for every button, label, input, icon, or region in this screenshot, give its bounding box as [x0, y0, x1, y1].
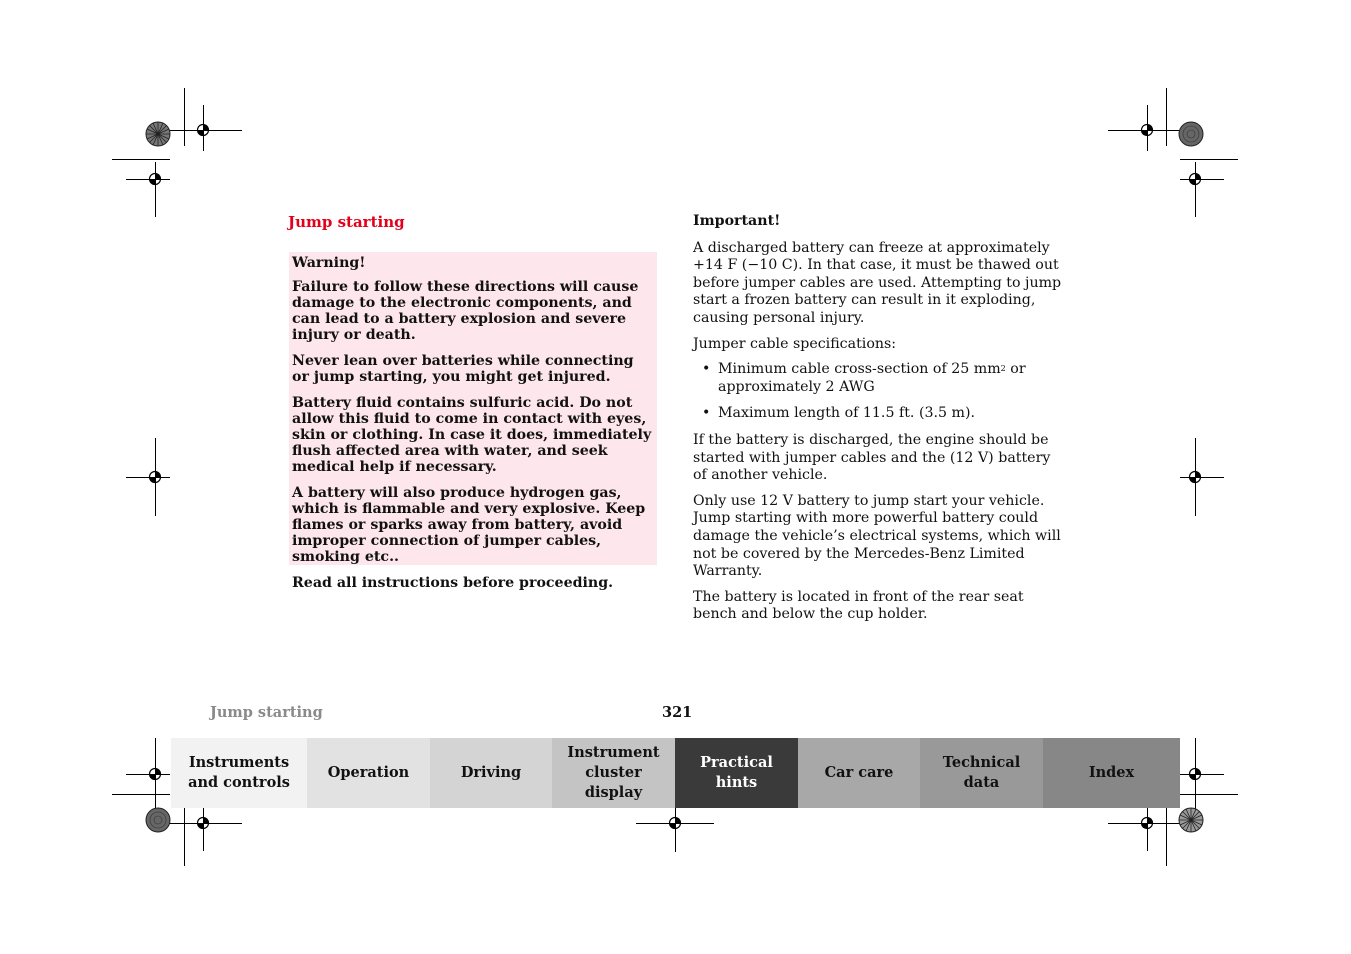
important-section [693, 213, 1063, 632]
list-item-text: or approximately 2 AWG [718, 361, 1026, 395]
nav-tab-instruments-and-controls[interactable]: Instruments and controls [171, 738, 307, 808]
superscript: 2 [1000, 364, 1006, 374]
nav-tab-practical-hints[interactable]: Practical hints [675, 738, 798, 808]
warning-box [289, 252, 657, 591]
crosshair-icon [1188, 172, 1202, 186]
body-paragraph: A discharged battery can freeze at approximately +14 F (−10 C). In that case, it must be thawed out before jumper cables are used. Attempting to jump start a frozen battery can result in it exploding, causing personal injury. [693, 239, 1062, 326]
warning-paragraph: Failure to follow these directions will cause damage to the electronic components, and can lead to a battery explosion and severe injury or death. [292, 279, 639, 343]
nav-tab-index[interactable]: Index [1043, 738, 1180, 808]
section-title: Jump starting [288, 213, 405, 231]
warning-paragraph: Read all instructions before proceeding. [292, 575, 614, 591]
crosshair-icon [668, 816, 682, 830]
body-paragraph: Only use 12 V battery to jump start your vehicle. Jump starting with more powerful battery could damage the vehicle’s electrical systems, which will not be covered by the Mercedes-Benz Limited Warranty. [693, 492, 1061, 580]
chapter-nav [171, 738, 1180, 808]
warning-paragraph: Never lean over batteries while connecting or jump starting, you might get injured. [292, 353, 634, 385]
rosette-icon [1178, 807, 1204, 833]
warning-paragraph: A battery will also produce hydrogen gas, which is flammable and very explosive. Keep flames or sparks away from battery, avoid improper connection of jumper cables, smoking etc.. [292, 485, 646, 565]
rosette-icon [145, 121, 171, 147]
page-number: 321 [662, 704, 693, 721]
warning-paragraph: Battery fluid contains sulfuric acid. Do not allow this fluid to come in contact with eyes, skin or clothing. In case it does, immediately flush affected area with water, and seek medical help if necessary. [292, 395, 652, 475]
body-paragraph: Jumper cable specifications: [693, 335, 897, 352]
rosette-icon [1178, 121, 1204, 147]
body-paragraph: If the battery is discharged, the engine should be started with jumper cables and the (12 V) battery of another vehicle. [693, 431, 1051, 484]
body-paragraph: The battery is located in front of the rear seat bench and below the cup holder. [693, 588, 1024, 623]
crosshair-icon [1188, 470, 1202, 484]
warning-heading: Warning! [292, 255, 366, 271]
crosshair-icon [196, 123, 210, 137]
footer-section-title: Jump starting [210, 704, 323, 721]
crosshair-icon [1140, 123, 1154, 137]
nav-tab-instrument-cluster-display[interactable]: Instrument cluster display [552, 738, 675, 808]
crosshair-icon [148, 767, 162, 781]
bullet: • [702, 361, 711, 378]
crosshair-icon [196, 816, 210, 830]
crosshair-icon [1140, 816, 1154, 830]
list-item [693, 361, 1063, 396]
rosette-icon [145, 807, 171, 833]
cable-spec-list [693, 361, 1063, 423]
nav-tab-car-care[interactable]: Car care [798, 738, 920, 808]
important-heading: Important! [693, 213, 781, 229]
nav-tab-operation[interactable]: Operation [307, 738, 430, 808]
list-item [693, 405, 1063, 423]
nav-tab-technical-data[interactable]: Technical data [920, 738, 1043, 808]
crosshair-icon [148, 172, 162, 186]
crosshair-icon [1188, 767, 1202, 781]
bullet: • [702, 405, 711, 422]
nav-tab-driving[interactable]: Driving [430, 738, 552, 808]
list-item-text: Minimum cable cross-section of 25 mm [718, 361, 1001, 378]
list-item-text: Maximum length of 11.5 ft. (3.5 m). [718, 405, 976, 422]
crosshair-icon [148, 470, 162, 484]
